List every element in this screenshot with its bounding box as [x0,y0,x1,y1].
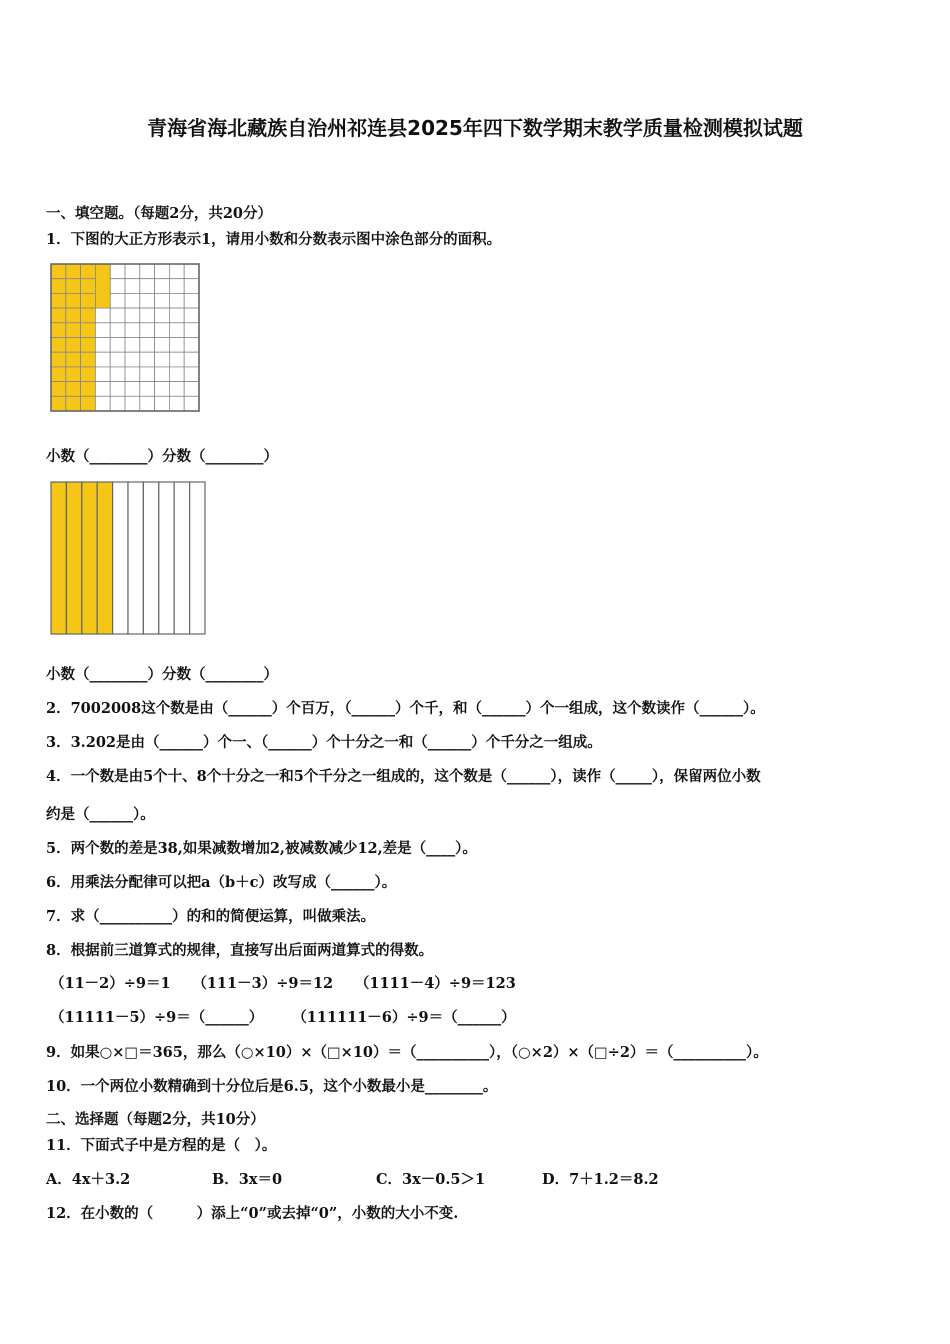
strip [128,482,143,634]
grid-cell-shaded [66,293,81,308]
grid-cell [125,396,140,411]
grid-cell [184,338,199,353]
grid-cell [95,396,110,411]
grid-cell [125,323,140,338]
grid-cell-shaded [66,338,81,353]
strip [174,482,189,634]
strip-shaded [66,482,81,634]
grid-cell-shaded [51,264,66,279]
grid-cell [169,352,184,367]
grid-cell [184,293,199,308]
grid-cell-shaded [51,308,66,323]
hundred-grid-figure [50,263,200,412]
grid-cell [155,396,170,411]
grid-cell [110,308,125,323]
grid-cell [155,367,170,382]
grid-cell [95,308,110,323]
grid-cell [155,338,170,353]
grid-cell [140,279,155,294]
question-8: 8．根据前三道算式的规律，直接写出后面两道算式的得数。 [46,942,434,959]
question-4-line1: 4．一个数是由5个十、8个十分之一和5个千分之一组成的，这个数是（______），读作（_____），保留两位小数 [46,768,761,785]
section2-header: 二、选择题（每题2分，共10分） [46,1111,265,1128]
grid-cell-shaded [66,396,81,411]
grid-cell [140,308,155,323]
grid-cell [155,323,170,338]
grid-cell [110,382,125,397]
grid-cell [125,352,140,367]
question-2: 2．7002008这个数是由（______）个百万，（______）个千，和（______）个一组成，这个数读作（______）。 [46,700,765,717]
grid-cell [140,352,155,367]
grid-cell [125,382,140,397]
grid-cell [95,352,110,367]
strip-shaded [51,482,66,634]
question-10: 10．一个两位小数精确到十分位后是6.5，这个小数最小是________。 [46,1078,498,1095]
question-11: 11．下面式子中是方程的是（ ）。 [46,1137,277,1154]
grid-cell [140,264,155,279]
grid-cell [169,308,184,323]
grid-cell [169,396,184,411]
grid-cell-shaded [51,323,66,338]
grid-cell [95,382,110,397]
grid-cell [169,323,184,338]
grid-cell-shaded [51,396,66,411]
grid-cell-shaded [81,264,96,279]
grid-cell-shaded [66,279,81,294]
question-8-row2: （11111－5）÷9＝（______） （111111－6）÷9＝（______） [50,1009,516,1026]
grid-cell [184,308,199,323]
grid-cell-shaded [66,382,81,397]
grid-cell [140,367,155,382]
grid-cell [184,264,199,279]
question-4-line2: 约是（______）。 [46,806,155,823]
grid-cell [110,323,125,338]
grid-cell-shaded [66,264,81,279]
grid-cell [110,352,125,367]
grid-cell [155,279,170,294]
option-c[interactable]: C．3x－0.5＞1 [376,1171,486,1188]
grid-cell [184,382,199,397]
grid-cell-shaded [81,308,96,323]
grid-cell [125,338,140,353]
grid-cell [110,367,125,382]
grid-cell [95,338,110,353]
question-1-answer-b: 小数（________）分数（________） [46,666,278,683]
grid-cell [125,367,140,382]
question-8-row1: （11－2）÷9＝1 （111－3）÷9＝12 （1111－4）÷9＝123 [50,975,516,992]
grid-cell-shaded [81,352,96,367]
question-7: 7．求（__________）的和的简便运算，叫做乘法。 [46,908,376,925]
page-title: 青海省海北藏族自治州祁连县2025年四下数学期末教学质量检测模拟试题 [147,116,803,140]
grid-cell [169,293,184,308]
option-a[interactable]: A．4x＋3.2 [46,1171,131,1188]
grid-cell-shaded [81,323,96,338]
question-12: 12．在小数的（ ）添上“0”或去掉“0”，小数的大小不变. [46,1205,459,1222]
grid-cell-shaded [66,308,81,323]
grid-cell-shaded [51,367,66,382]
strip [190,482,205,634]
grid-cell-shaded [66,323,81,338]
grid-cell [184,396,199,411]
grid-cell [140,382,155,397]
grid-cell-shaded [81,382,96,397]
option-d[interactable]: D．7＋1.2＝8.2 [542,1171,659,1188]
grid-cell [184,323,199,338]
grid-cell-shaded [51,338,66,353]
grid-cell [110,264,125,279]
grid-cell [169,367,184,382]
grid-cell [169,264,184,279]
question-5: 5．两个数的差是38,如果减数增加2,被减数减少12,差是（____）。 [46,840,477,857]
grid-cell [110,338,125,353]
strip-shaded [97,482,112,634]
grid-cell-shaded [81,279,96,294]
grid-cell [110,293,125,308]
option-b[interactable]: B．3x＝0 [212,1171,283,1188]
grid-cell [155,264,170,279]
grid-cell-shaded [81,367,96,382]
grid-cell [95,323,110,338]
grid-cell-shaded [51,293,66,308]
grid-cell-shaded [81,293,96,308]
question-1-answer-a: 小数（________）分数（________） [46,448,278,465]
grid-cell [155,308,170,323]
grid-cell [110,396,125,411]
strip [143,482,158,634]
question-6: 6．用乘法分配律可以把a（b＋c）改写成（______）。 [46,874,397,891]
strip-shaded [82,482,97,634]
grid-cell-shaded [81,396,96,411]
grid-cell [140,323,155,338]
grid-cell-shaded [51,279,66,294]
grid-cell [125,279,140,294]
strip-figure [50,481,206,635]
grid-cell-shaded [81,338,96,353]
grid-cell [184,352,199,367]
grid-cell [125,308,140,323]
grid-cell [125,293,140,308]
strip [159,482,174,634]
question-9: 9．如果○×□＝365，那么（○×10）×（□×10）＝（__________），（○×2）×（□÷2）＝（__________）。 [46,1044,768,1061]
grid-cell [140,396,155,411]
strip [113,482,128,634]
grid-cell [169,279,184,294]
grid-cell [184,279,199,294]
grid-cell-shaded [51,382,66,397]
grid-cell [95,367,110,382]
grid-cell [140,338,155,353]
grid-cell-shaded [66,367,81,382]
grid-cell [110,279,125,294]
question-1: 1．下图的大正方形表示1，请用小数和分数表示图中涂色部分的面积。 [46,231,502,248]
grid-cell [140,293,155,308]
grid-cell [169,382,184,397]
question-3: 3．3.202是由（______）个一、（______）个十分之一和（______）个千分之一组成。 [46,734,602,751]
grid-cell-shaded [51,352,66,367]
grid-cell [155,382,170,397]
grid-cell [125,264,140,279]
grid-cell-shaded [66,352,81,367]
grid-cell [155,293,170,308]
section1-header: 一、填空题。（每题2分，共20分） [46,205,273,222]
grid-cell [155,352,170,367]
grid-cell-shaded [95,264,110,308]
grid-cell [169,338,184,353]
grid-cell [184,367,199,382]
